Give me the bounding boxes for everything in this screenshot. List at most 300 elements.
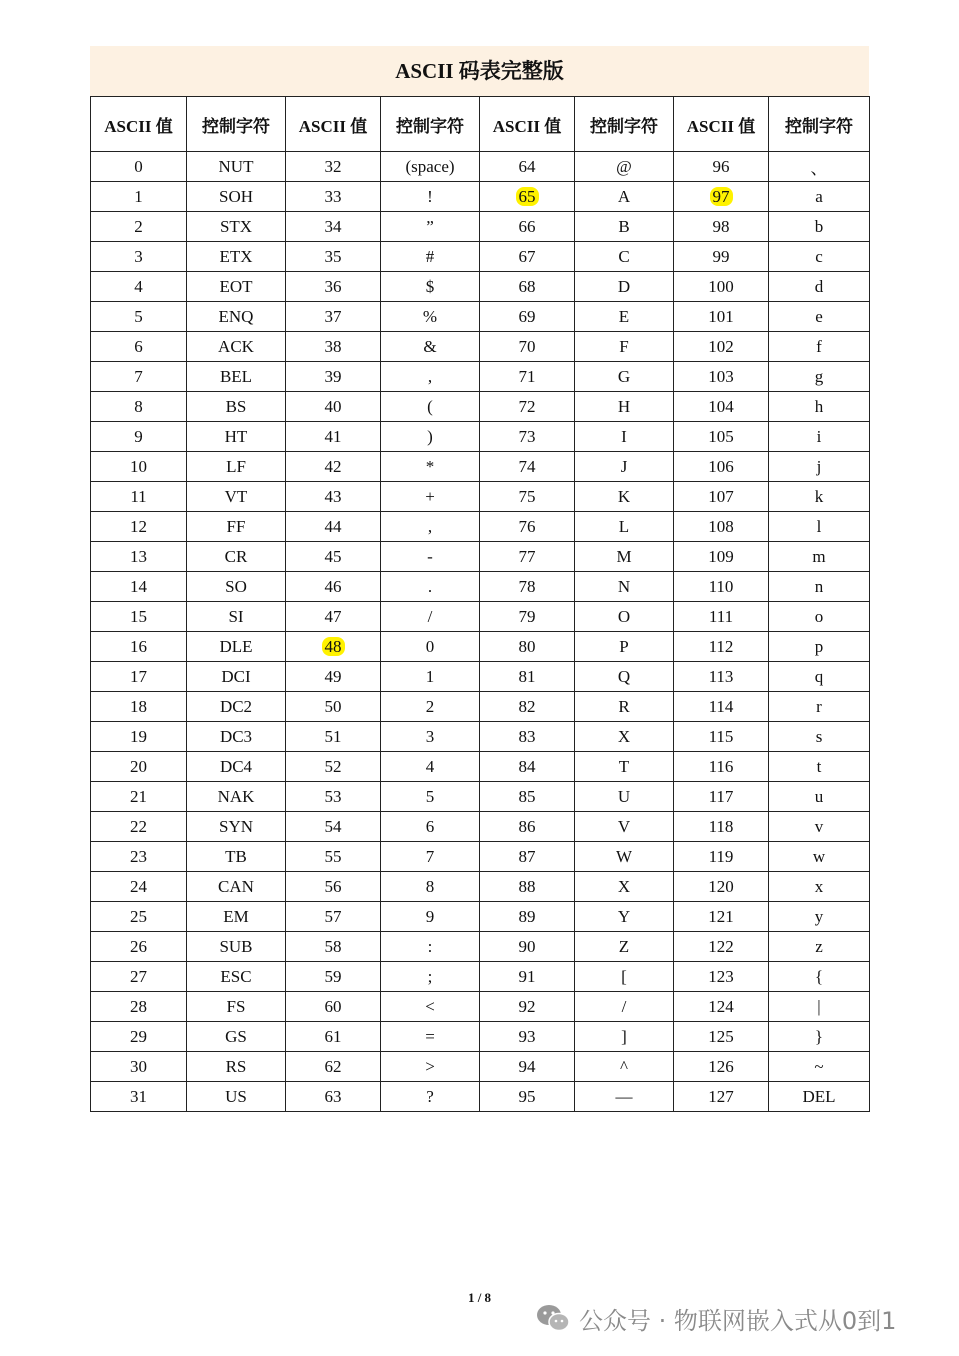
control-char-cell: TB xyxy=(187,842,286,872)
control-char-cell: ETX xyxy=(187,242,286,272)
ascii-value-cell: 59 xyxy=(286,962,381,992)
ascii-value-cell: 86 xyxy=(480,812,575,842)
ascii-value-cell: 78 xyxy=(480,572,575,602)
ascii-value-cell: 112 xyxy=(674,632,769,662)
ascii-value-cell: 24 xyxy=(91,872,187,902)
table-row xyxy=(91,872,870,902)
header-control-char: 控制字符 xyxy=(381,97,480,152)
ascii-value-cell: 109 xyxy=(674,542,769,572)
ascii-value-cell: 72 xyxy=(480,392,575,422)
control-char-cell: a xyxy=(769,182,870,212)
control-char-cell: n xyxy=(769,572,870,602)
control-char-cell: / xyxy=(575,992,674,1022)
ascii-value-cell: 62 xyxy=(286,1052,381,1082)
control-char-cell: SI xyxy=(187,602,286,632)
ascii-value-cell: 74 xyxy=(480,452,575,482)
control-char-cell: y xyxy=(769,902,870,932)
ascii-value-cell: 118 xyxy=(674,812,769,842)
table-row xyxy=(91,302,870,332)
control-char-cell: 2 xyxy=(381,692,480,722)
ascii-value-cell: 51 xyxy=(286,722,381,752)
ascii-value-cell: 1 xyxy=(91,182,187,212)
control-char-cell: 8 xyxy=(381,872,480,902)
control-char-cell: x xyxy=(769,872,870,902)
control-char-cell: u xyxy=(769,782,870,812)
ascii-value-cell: 52 xyxy=(286,752,381,782)
control-char-cell: + xyxy=(381,482,480,512)
ascii-value-cell xyxy=(286,632,381,662)
control-char-cell: , xyxy=(381,362,480,392)
ascii-value-cell: 22 xyxy=(91,812,187,842)
ascii-value-cell: 106 xyxy=(674,452,769,482)
control-char-cell: DLE xyxy=(187,632,286,662)
control-char-cell: HT xyxy=(187,422,286,452)
control-char-cell: T xyxy=(575,752,674,782)
ascii-value-cell: 5 xyxy=(91,302,187,332)
control-char-cell: EOT xyxy=(187,272,286,302)
control-char-cell: 6 xyxy=(381,812,480,842)
control-char-cell: BEL xyxy=(187,362,286,392)
ascii-value-cell: 99 xyxy=(674,242,769,272)
ascii-value-cell: 124 xyxy=(674,992,769,1022)
ascii-value-cell: 37 xyxy=(286,302,381,332)
control-char-cell: , xyxy=(381,512,480,542)
ascii-value-cell: 98 xyxy=(674,212,769,242)
ascii-value-cell: 79 xyxy=(480,602,575,632)
ascii-value-cell: 123 xyxy=(674,962,769,992)
ascii-value-cell: 93 xyxy=(480,1022,575,1052)
table-row xyxy=(91,932,870,962)
ascii-value-cell: 73 xyxy=(480,422,575,452)
watermark xyxy=(535,1300,896,1336)
ascii-value-cell: 87 xyxy=(480,842,575,872)
table-row xyxy=(91,992,870,1022)
control-char-cell: EM xyxy=(187,902,286,932)
control-char-cell: 9 xyxy=(381,902,480,932)
ascii-value-cell: 94 xyxy=(480,1052,575,1082)
control-char-cell: LF xyxy=(187,452,286,482)
control-char-cell: BS xyxy=(187,392,286,422)
header-ascii-value: ASCII 值 xyxy=(674,97,769,152)
control-char-cell: U xyxy=(575,782,674,812)
ascii-value-cell: 107 xyxy=(674,482,769,512)
ascii-value-cell: 61 xyxy=(286,1022,381,1052)
ascii-value-cell: 50 xyxy=(286,692,381,722)
ascii-value-cell: 95 xyxy=(480,1082,575,1112)
header-control-char: 控制字符 xyxy=(187,97,286,152)
table-row xyxy=(91,692,870,722)
control-char-cell: z xyxy=(769,932,870,962)
ascii-value-cell: 31 xyxy=(91,1082,187,1112)
ascii-value-cell: 104 xyxy=(674,392,769,422)
control-char-cell: DCI xyxy=(187,662,286,692)
ascii-table xyxy=(90,96,870,1112)
control-char-cell: A xyxy=(575,182,674,212)
control-char-cell: t xyxy=(769,752,870,782)
control-char-cell: p xyxy=(769,632,870,662)
ascii-value-cell: 45 xyxy=(286,542,381,572)
control-char-cell: j xyxy=(769,452,870,482)
table-row xyxy=(91,632,870,662)
ascii-value-cell: 57 xyxy=(286,902,381,932)
ascii-value-cell: 84 xyxy=(480,752,575,782)
ascii-value-cell: 6 xyxy=(91,332,187,362)
control-char-cell: — xyxy=(575,1082,674,1112)
ascii-value-cell: 54 xyxy=(286,812,381,842)
control-char-cell: - xyxy=(381,542,480,572)
control-char-cell: $ xyxy=(381,272,480,302)
control-char-cell: w xyxy=(769,842,870,872)
ascii-value-cell: 20 xyxy=(91,752,187,782)
ascii-value-cell: 30 xyxy=(91,1052,187,1082)
ascii-value-cell: 67 xyxy=(480,242,575,272)
control-char-cell: SO xyxy=(187,572,286,602)
ascii-value-cell: 60 xyxy=(286,992,381,1022)
ascii-value-cell: 14 xyxy=(91,572,187,602)
ascii-value-cell: 2 xyxy=(91,212,187,242)
control-char-cell: 、 xyxy=(769,152,870,182)
table-row xyxy=(91,902,870,932)
ascii-value-cell: 68 xyxy=(480,272,575,302)
ascii-value-cell: 40 xyxy=(286,392,381,422)
table-row xyxy=(91,452,870,482)
control-char-cell: > xyxy=(381,1052,480,1082)
ascii-value-cell: 66 xyxy=(480,212,575,242)
ascii-value-cell: 29 xyxy=(91,1022,187,1052)
ascii-value-cell: 63 xyxy=(286,1082,381,1112)
ascii-value-cell: 70 xyxy=(480,332,575,362)
ascii-value-cell: 33 xyxy=(286,182,381,212)
control-char-cell: ESC xyxy=(187,962,286,992)
ascii-value-cell: 18 xyxy=(91,692,187,722)
ascii-value-cell: 103 xyxy=(674,362,769,392)
ascii-value-cell: 77 xyxy=(480,542,575,572)
control-char-cell: 3 xyxy=(381,722,480,752)
ascii-value-cell xyxy=(674,182,769,212)
control-char-cell: ? xyxy=(381,1082,480,1112)
control-char-cell: SYN xyxy=(187,812,286,842)
control-char-cell: f xyxy=(769,332,870,362)
table-row xyxy=(91,362,870,392)
control-char-cell: Z xyxy=(575,932,674,962)
page-number: 1 / 8 xyxy=(467,1290,492,1305)
table-row xyxy=(91,722,870,752)
control-char-cell: ! xyxy=(381,182,480,212)
ascii-value-cell: 32 xyxy=(286,152,381,182)
header-row xyxy=(91,97,870,152)
table-row xyxy=(91,542,870,572)
control-char-cell: D xyxy=(575,272,674,302)
table-row xyxy=(91,1052,870,1082)
control-char-cell: # xyxy=(381,242,480,272)
ascii-value-cell: 114 xyxy=(674,692,769,722)
header-control-char: 控制字符 xyxy=(575,97,674,152)
table-body xyxy=(91,152,870,1112)
ascii-value-cell: 9 xyxy=(91,422,187,452)
control-char-cell: SUB xyxy=(187,932,286,962)
ascii-value-cell: 71 xyxy=(480,362,575,392)
control-char-cell: J xyxy=(575,452,674,482)
ascii-value-cell: 13 xyxy=(91,542,187,572)
ascii-value-cell: 91 xyxy=(480,962,575,992)
ascii-value-cell: 82 xyxy=(480,692,575,722)
control-char-cell: GS xyxy=(187,1022,286,1052)
control-char-cell: @ xyxy=(575,152,674,182)
control-char-cell: q xyxy=(769,662,870,692)
table-row xyxy=(91,962,870,992)
ascii-value-cell: 102 xyxy=(674,332,769,362)
ascii-value-cell: 41 xyxy=(286,422,381,452)
control-char-cell: K xyxy=(575,482,674,512)
table-row xyxy=(91,242,870,272)
control-char-cell: ) xyxy=(381,422,480,452)
ascii-value-cell: 39 xyxy=(286,362,381,392)
control-char-cell: FS xyxy=(187,992,286,1022)
control-char-cell: g xyxy=(769,362,870,392)
control-char-cell: Y xyxy=(575,902,674,932)
control-char-cell: (space) xyxy=(381,152,480,182)
control-char-cell: ^ xyxy=(575,1052,674,1082)
table-row xyxy=(91,482,870,512)
ascii-value-cell: 105 xyxy=(674,422,769,452)
table-row xyxy=(91,782,870,812)
control-char-cell: SOH xyxy=(187,182,286,212)
control-char-cell: 7 xyxy=(381,842,480,872)
control-char-cell: ” xyxy=(381,212,480,242)
ascii-value-cell: 115 xyxy=(674,722,769,752)
control-char-cell: STX xyxy=(187,212,286,242)
control-char-cell: CR xyxy=(187,542,286,572)
control-char-cell: VT xyxy=(187,482,286,512)
control-char-cell: k xyxy=(769,482,870,512)
control-char-cell: FF xyxy=(187,512,286,542)
control-char-cell: . xyxy=(381,572,480,602)
header-ascii-value: ASCII 值 xyxy=(91,97,187,152)
ascii-value-cell: 122 xyxy=(674,932,769,962)
ascii-value-cell: 101 xyxy=(674,302,769,332)
ascii-value-cell: 12 xyxy=(91,512,187,542)
control-char-cell: r xyxy=(769,692,870,722)
table-row xyxy=(91,512,870,542)
control-char-cell: ; xyxy=(381,962,480,992)
control-char-cell: * xyxy=(381,452,480,482)
ascii-value-cell: 92 xyxy=(480,992,575,1022)
control-char-cell: H xyxy=(575,392,674,422)
header-ascii-value: ASCII 值 xyxy=(480,97,575,152)
table-row xyxy=(91,602,870,632)
watermark-text: 公众号 · 物联网嵌入式从0到1 xyxy=(579,1306,897,1335)
control-char-cell: X xyxy=(575,722,674,752)
ascii-value-cell: 56 xyxy=(286,872,381,902)
control-char-cell: o xyxy=(769,602,870,632)
control-char-cell: E xyxy=(575,302,674,332)
ascii-value-cell: 21 xyxy=(91,782,187,812)
control-char-cell: c xyxy=(769,242,870,272)
ascii-value-cell: 89 xyxy=(480,902,575,932)
ascii-value-cell: 26 xyxy=(91,932,187,962)
table-row xyxy=(91,752,870,782)
control-char-cell: = xyxy=(381,1022,480,1052)
table-row xyxy=(91,662,870,692)
ascii-value-cell: 36 xyxy=(286,272,381,302)
control-char-cell: I xyxy=(575,422,674,452)
control-char-cell: / xyxy=(381,602,480,632)
page-title: ASCII 码表完整版 xyxy=(90,46,869,96)
control-char-cell: US xyxy=(187,1082,286,1112)
table-row xyxy=(91,572,870,602)
ascii-value-cell: 83 xyxy=(480,722,575,752)
control-char-cell: [ xyxy=(575,962,674,992)
control-char-cell: v xyxy=(769,812,870,842)
ascii-value-cell: 120 xyxy=(674,872,769,902)
control-char-cell: X xyxy=(575,872,674,902)
ascii-value-cell: 85 xyxy=(480,782,575,812)
control-char-cell: B xyxy=(575,212,674,242)
control-char-cell: W xyxy=(575,842,674,872)
ascii-value-cell: 69 xyxy=(480,302,575,332)
table-row xyxy=(91,1082,870,1112)
control-char-cell: 0 xyxy=(381,632,480,662)
ascii-value-cell: 38 xyxy=(286,332,381,362)
ascii-value-cell: 25 xyxy=(91,902,187,932)
control-char-cell: m xyxy=(769,542,870,572)
ascii-value-cell: 81 xyxy=(480,662,575,692)
control-char-cell: V xyxy=(575,812,674,842)
ascii-value-cell: 11 xyxy=(91,482,187,512)
control-char-cell: ENQ xyxy=(187,302,286,332)
ascii-value-cell: 27 xyxy=(91,962,187,992)
control-char-cell: DEL xyxy=(769,1082,870,1112)
control-char-cell: NUT xyxy=(187,152,286,182)
control-char-cell: G xyxy=(575,362,674,392)
control-char-cell: L xyxy=(575,512,674,542)
control-char-cell: DC4 xyxy=(187,752,286,782)
ascii-value-cell: 16 xyxy=(91,632,187,662)
ascii-value-cell: 34 xyxy=(286,212,381,242)
control-char-cell: & xyxy=(381,332,480,362)
control-char-cell: Q xyxy=(575,662,674,692)
control-char-cell: ( xyxy=(381,392,480,422)
ascii-value-cell: 88 xyxy=(480,872,575,902)
highlight-mark: 97 xyxy=(710,187,733,206)
ascii-value-cell: 110 xyxy=(674,572,769,602)
ascii-value-cell: 4 xyxy=(91,272,187,302)
ascii-value-cell: 28 xyxy=(91,992,187,1022)
table-row xyxy=(91,422,870,452)
control-char-cell: M xyxy=(575,542,674,572)
control-char-cell: s xyxy=(769,722,870,752)
ascii-value-cell: 80 xyxy=(480,632,575,662)
ascii-value-cell: 116 xyxy=(674,752,769,782)
control-char-cell: { xyxy=(769,962,870,992)
control-char-cell: l xyxy=(769,512,870,542)
control-char-cell: < xyxy=(381,992,480,1022)
control-char-cell: ~ xyxy=(769,1052,870,1082)
ascii-value-cell: 119 xyxy=(674,842,769,872)
ascii-value-cell: 113 xyxy=(674,662,769,692)
ascii-value-cell: 0 xyxy=(91,152,187,182)
control-char-cell: CAN xyxy=(187,872,286,902)
ascii-value-cell: 15 xyxy=(91,602,187,632)
control-char-cell: RS xyxy=(187,1052,286,1082)
table-row xyxy=(91,272,870,302)
control-char-cell: % xyxy=(381,302,480,332)
ascii-value-cell: 47 xyxy=(286,602,381,632)
table-row xyxy=(91,1022,870,1052)
ascii-value-cell: 121 xyxy=(674,902,769,932)
ascii-value-cell: 111 xyxy=(674,602,769,632)
ascii-value-cell: 3 xyxy=(91,242,187,272)
ascii-value-cell: 96 xyxy=(674,152,769,182)
control-char-cell: DC2 xyxy=(187,692,286,722)
ascii-value-cell: 44 xyxy=(286,512,381,542)
control-char-cell: N xyxy=(575,572,674,602)
ascii-value-cell: 42 xyxy=(286,452,381,482)
ascii-value-cell: 108 xyxy=(674,512,769,542)
control-char-cell: ACK xyxy=(187,332,286,362)
ascii-value-cell: 76 xyxy=(480,512,575,542)
control-char-cell: i xyxy=(769,422,870,452)
ascii-value-cell: 35 xyxy=(286,242,381,272)
ascii-value-cell: 23 xyxy=(91,842,187,872)
control-char-cell: e xyxy=(769,302,870,332)
ascii-value-cell: 17 xyxy=(91,662,187,692)
ascii-value-cell: 100 xyxy=(674,272,769,302)
control-char-cell: P xyxy=(575,632,674,662)
ascii-value-cell: 8 xyxy=(91,392,187,422)
ascii-value-cell: 64 xyxy=(480,152,575,182)
ascii-value-cell: 126 xyxy=(674,1052,769,1082)
control-char-cell: b xyxy=(769,212,870,242)
table-row xyxy=(91,182,870,212)
table-row xyxy=(91,812,870,842)
ascii-value-cell: 117 xyxy=(674,782,769,812)
table-row xyxy=(91,212,870,242)
control-char-cell: O xyxy=(575,602,674,632)
header-ascii-value: ASCII 值 xyxy=(286,97,381,152)
table-row xyxy=(91,332,870,362)
ascii-value-cell: 19 xyxy=(91,722,187,752)
table-row xyxy=(91,152,870,182)
highlight-mark: 48 xyxy=(322,637,345,656)
control-char-cell: 4 xyxy=(381,752,480,782)
control-char-cell: F xyxy=(575,332,674,362)
header-control-char: 控制字符 xyxy=(769,97,870,152)
highlight-mark: 65 xyxy=(516,187,539,206)
control-char-cell: NAK xyxy=(187,782,286,812)
ascii-value-cell xyxy=(480,182,575,212)
control-char-cell: 1 xyxy=(381,662,480,692)
control-char-cell: R xyxy=(575,692,674,722)
control-char-cell: h xyxy=(769,392,870,422)
ascii-value-cell: 90 xyxy=(480,932,575,962)
control-char-cell: DC3 xyxy=(187,722,286,752)
table-row xyxy=(91,392,870,422)
table-row xyxy=(91,842,870,872)
ascii-value-cell: 125 xyxy=(674,1022,769,1052)
control-char-cell: } xyxy=(769,1022,870,1052)
control-char-cell: 5 xyxy=(381,782,480,812)
ascii-value-cell: 58 xyxy=(286,932,381,962)
control-char-cell: d xyxy=(769,272,870,302)
ascii-value-cell: 46 xyxy=(286,572,381,602)
ascii-value-cell: 55 xyxy=(286,842,381,872)
ascii-value-cell: 75 xyxy=(480,482,575,512)
ascii-value-cell: 7 xyxy=(91,362,187,392)
ascii-value-cell: 10 xyxy=(91,452,187,482)
control-char-cell: : xyxy=(381,932,480,962)
wechat-icon xyxy=(535,1303,571,1333)
